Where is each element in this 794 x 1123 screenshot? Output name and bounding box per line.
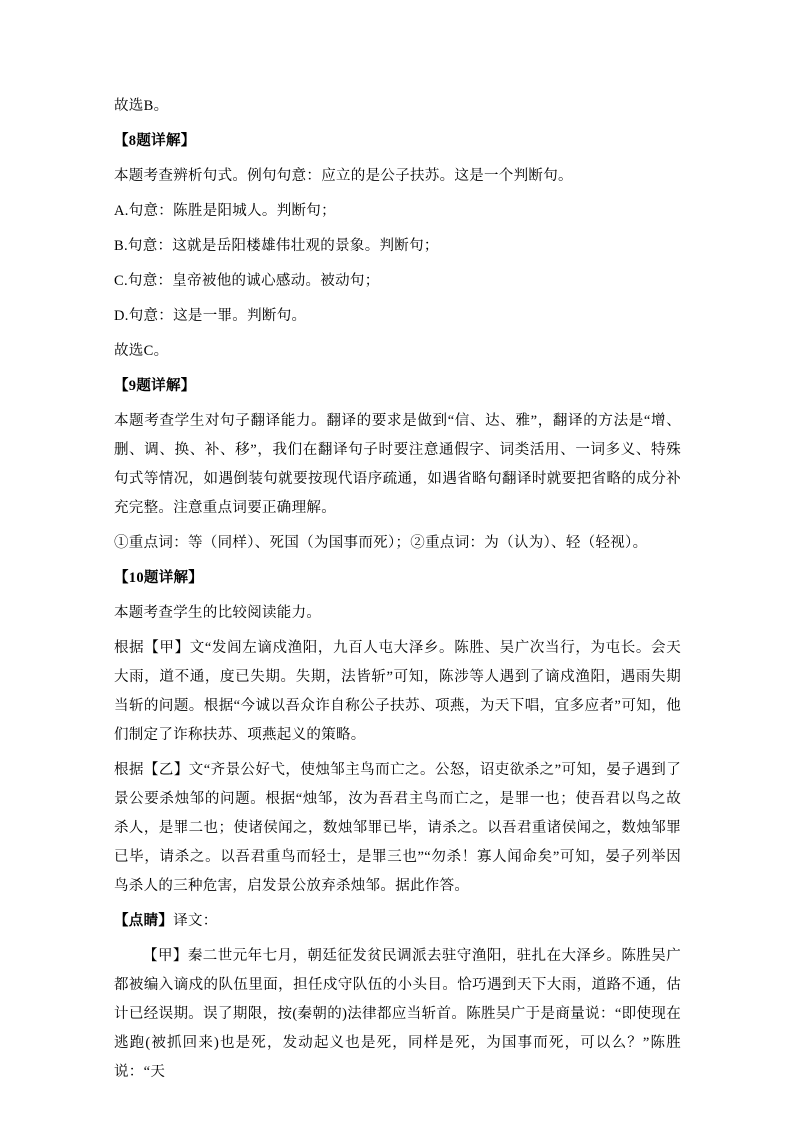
section-header bbox=[114, 564, 681, 593]
paragraph: D.句意：这是一罪。判断句。 bbox=[114, 308, 307, 324]
paragraph: A.句意：陈胜是阳城人。判断句； bbox=[114, 203, 336, 219]
paragraph-list bbox=[114, 92, 681, 1093]
paragraph: 根据【甲】文“发闾左谪戍渔阳，九百人屯大泽乡。陈胜、吴广次当行，为屯长。会天大雨，道不通，度已失期。失期，法皆斩”可知，陈涉等人遇到了谪戍渔阳，遇雨失期当斩的问题。根据“今诚以吾众诈自称公子扶苏、项燕，为天下唱，宜多应者”可知，他们制定了诈称扶苏、项燕起义的策略。 bbox=[114, 640, 681, 743]
section-header bbox=[114, 372, 681, 401]
paragraph: B.句意：这就是岳阳楼雄伟壮观的景象。判断句； bbox=[114, 238, 439, 254]
paragraph: 故选B。 bbox=[114, 98, 169, 114]
paragraph: ①重点词：等（同样）、死国（为国事而死）；②重点词：为（认为）、轻（轻视）。 bbox=[114, 535, 648, 551]
paragraph: 本题考查辨析句式。例句句意：应立的是公子扶苏。这是一个判断句。 bbox=[114, 168, 573, 184]
bold-label: 【8题详解】 bbox=[114, 133, 196, 149]
paragraph: 本题考查学生的比较阅读能力。 bbox=[114, 605, 322, 621]
paragraph: 【点睛】译文： bbox=[114, 913, 218, 929]
paragraph: C.句意：皇帝被他的诚心感动。被动句； bbox=[114, 273, 380, 289]
section-header bbox=[114, 127, 681, 156]
paragraph: 【甲】秦二世元年七月，朝廷征发贫民调派去驻守渔阳，驻扎在大泽乡。陈胜吴广都被编入谪戍的队伍里面，担任戍守队伍的小头目。恰巧遇到天下大雨，道路不通，估计已经误期。误了期限，按(秦朝的)法律都应当斩首。陈胜吴广于是商量说：“即使现在逃跑(被抓回来)也是死，发动起义也是死，同样是死，为国事而死，可以么？”陈胜说：“天 bbox=[114, 948, 681, 1080]
bold-label: 【9题详解】 bbox=[114, 378, 196, 394]
bold-label: 【10题详解】 bbox=[114, 570, 204, 586]
paragraph: 故选C。 bbox=[114, 343, 169, 359]
bold-label: 【点睛】 bbox=[114, 913, 174, 929]
paragraph: 根据【乙】文“齐景公好弋，使烛邹主鸟而亡之。公怒，诏吏欲杀之”可知，晏子遇到了景公要杀烛邹的问题。根据“烛邹，汝为吾君主鸟而亡之，是罪一也；使吾君以鸟之故杀人，是罪二也；使诸侯闻之，数烛邹罪已毕，请杀之。以吾君重诸侯闻之，数烛邹罪已毕，请杀之。以吾君重鸟而轻士，是罪三也”“勿杀！寡人闻命矣”可知，晏子列举因鸟杀人的三种危害，启发景公放弃杀烛邹。据此作答。 bbox=[114, 762, 681, 894]
paragraph: 本题考查学生对句子翻译能力。翻译的要求是做到“信、达、雅”，翻译的方法是“增、删、调、换、补、移”，我们在翻译句子时要注意通假字、词类活用、一词多义、特殊句式等情况，如遇倒装句就要按现代语序疏通，如遇省略句翻译时就要把省略的成分补充完整。注意重点词要正确理解。 bbox=[114, 413, 681, 516]
